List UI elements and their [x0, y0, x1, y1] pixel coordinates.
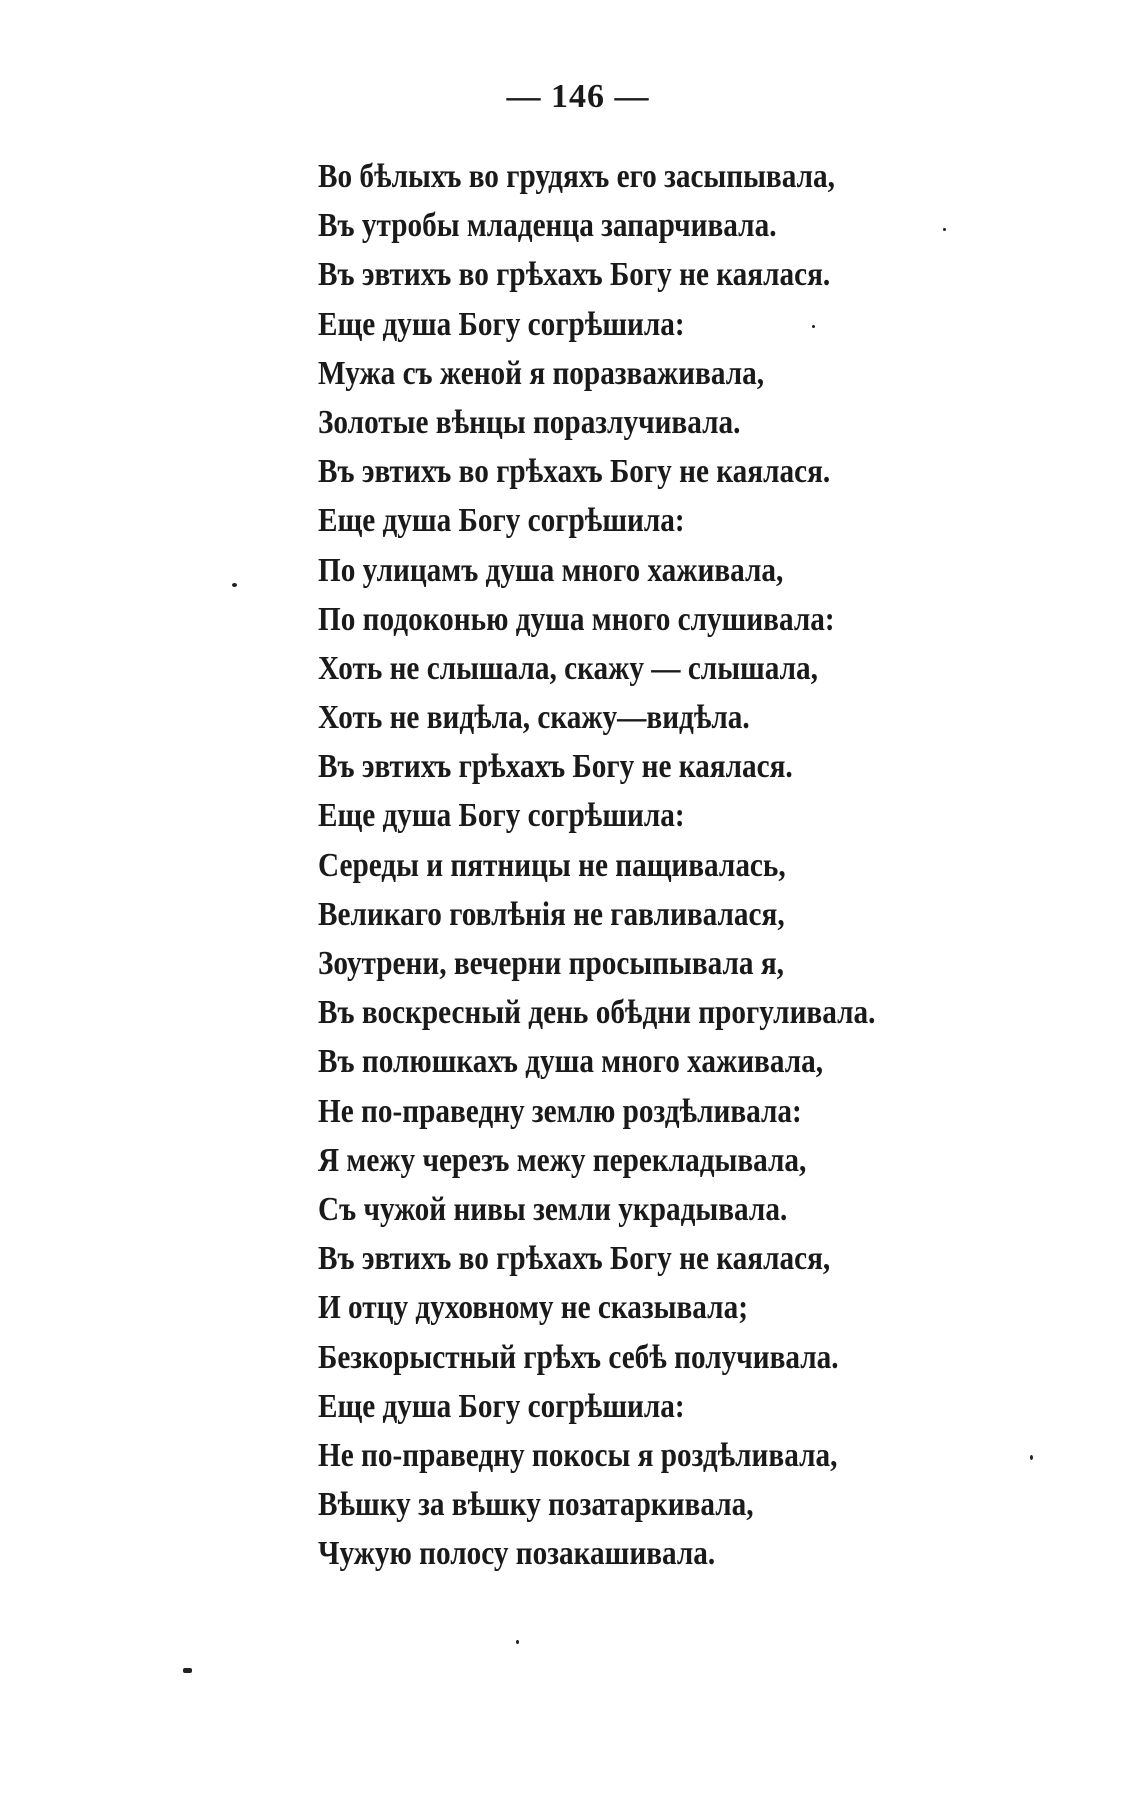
verse-line: Въ полюшкахъ душа много хаживала,: [318, 1043, 824, 1081]
verse-line: Еще душа Богу согрѣшила:: [318, 797, 685, 835]
scan-speck: [183, 1668, 192, 1673]
verse-line: Еще душа Богу согрѣшила:: [318, 305, 685, 343]
verse-line: Еще душа Богу согрѣшила:: [318, 502, 685, 540]
verse-line: Вѣшку за вѣшку позатаркивала,: [318, 1486, 754, 1524]
verse-line: Великаго говлѣнія не гавливалася,: [318, 895, 785, 933]
verse-text: [318, 152, 998, 1578]
verse-line: Въ воскресный день обѣдни прогуливала.: [318, 994, 876, 1032]
verse-line: И отцу духовному не сказывала;: [318, 1289, 748, 1327]
scan-speck: [1030, 1455, 1033, 1460]
verse-line: Золотые вѣнцы поразлучивала.: [318, 403, 741, 441]
scan-speck: [943, 228, 946, 231]
verse-line: Мужа съ женой я поразваживала,: [318, 354, 765, 392]
verse-line: Чужую полосу позакашивала.: [318, 1535, 716, 1573]
verse-line: Зоутрени, вечерни просыпывала я,: [318, 945, 784, 982]
verse-line: Въ эвтихъ грѣхахъ Богу не каялася.: [318, 748, 793, 786]
scan-speck: [516, 1640, 519, 1644]
verse-line: По подоконью душа много слушивала:: [318, 600, 835, 638]
verse-line: Въ эвтихъ во грѣхахъ Богу не каялася,: [318, 1240, 831, 1278]
verse-line: Въ утробы младенца запарчивала.: [318, 207, 777, 245]
page-number: — 146 —: [506, 78, 650, 115]
scan-speck: [812, 325, 815, 328]
verse-line: Я межу черезъ межу перекладывала,: [318, 1141, 807, 1179]
verse-line: Во бѣлыхъ во грудяхъ его засыпывала,: [318, 158, 835, 195]
verse-line: По улицамъ душа много хаживала,: [318, 551, 784, 589]
verse-line: Хоть не слышала, скажу — слышала,: [318, 649, 818, 687]
verse-line: Безкорыстный грѣхъ себѣ получивала.: [318, 1338, 839, 1376]
verse-line: Хоть не видѣла, скажу—видѣла.: [318, 699, 750, 737]
verse-line: Середы и пятницы не пащивалась,: [318, 846, 786, 884]
verse-line: Еще душа Богу согрѣшила:: [318, 1387, 685, 1425]
verse-line: Не по-праведну землю роздѣливала:: [318, 1092, 802, 1130]
verse-line: Въ эвтихъ во грѣхахъ Богу не каялася.: [318, 256, 831, 294]
verse-line: Не по-праведну покосы я роздѣливала,: [318, 1436, 838, 1474]
verse-line: Съ чужой нивы земли украдывала.: [318, 1190, 788, 1228]
scan-speck: [232, 583, 237, 587]
verse-line: Въ эвтихъ во грѣхахъ Богу не каялася.: [318, 453, 831, 491]
